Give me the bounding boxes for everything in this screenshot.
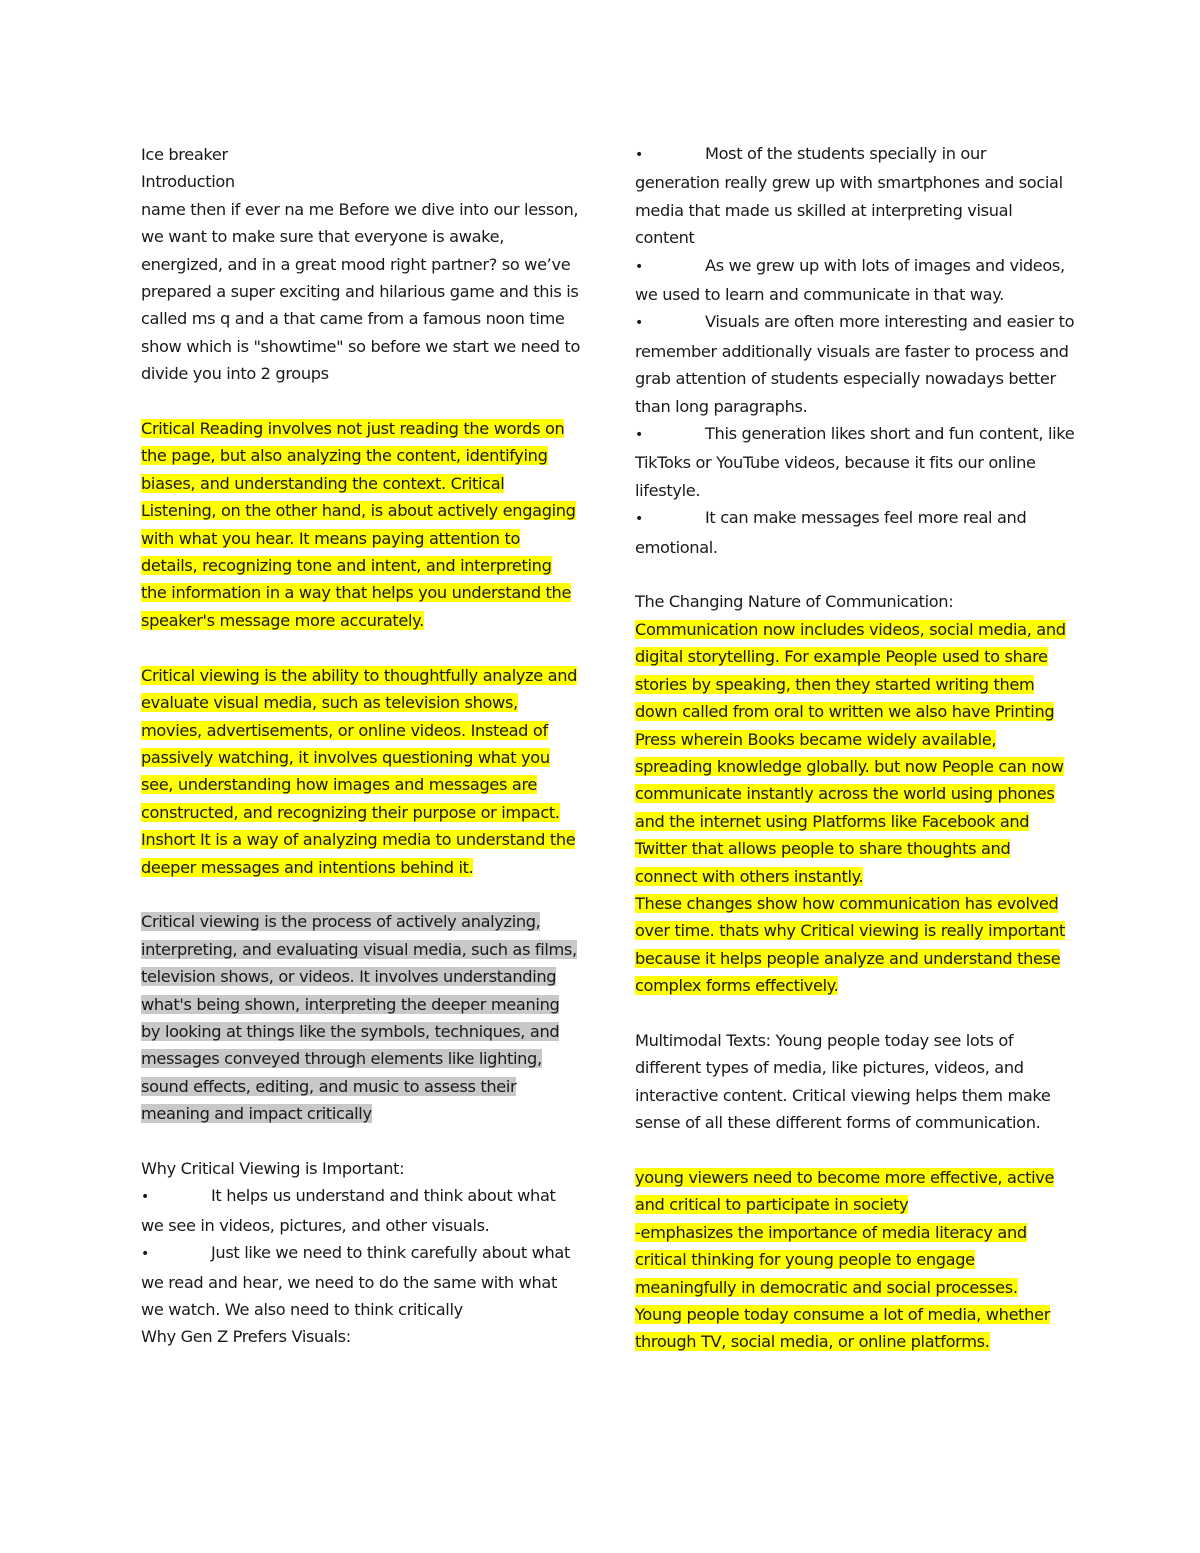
genz-heading: Why Gen Z Prefers Visuals:: [141, 1327, 351, 1347]
changing-nature-paragraph: Communication now includes videos, social media, and digital storytelling. For example People used to share stories by speaking, then they started writing them down called from oral to written we also have Printing Press wherein Books became widely available, spreading knowledge globally. but now People can now communicate instantly across the world using phones and the internet using Platforms like Facebook and Twitter that allows people to share thoughts and connect with others instantly.: [635, 619, 1066, 886]
media-literacy-paragraph: -emphasizes the importance of media literacy and critical thinking for young people to engage meaningfully in democratic and social processes.: [635, 1222, 1027, 1297]
list-item: • Just like we need to think carefully about what we read and hear, we need to do the same with what we watch. We also need to think critically: [141, 1243, 571, 1319]
intro-paragraph: name then if ever na me Before we dive into our lesson, we want to make sure that everyone is awake, energized, and in a great mood right partner? so we’ve prepared a super exciting and hilarious game and this is called ms q and a that came from a famous noon time show which is "showtime" so before we start we need to divide you into 2 groups: [141, 199, 581, 384]
list-item: • It can make messages feel more real and emotional.: [635, 508, 1027, 557]
bullet-icon: •: [635, 315, 643, 332]
critical-viewing-paragraph: Critical viewing is the ability to thoughtfully analyze and evaluate visual media, such as television shows, movies, advertisements, or online videos. Instead of passively watching, it involves questioning what you see, understanding how images and messages are constructed, and recognizing their purpose or impact. Inshort It is a way of analyzing media to understand the deeper messages and intentions behind it.: [141, 665, 578, 877]
bullet-icon: •: [141, 1189, 149, 1206]
changing-nature-heading: The Changing Nature of Communication:: [635, 592, 954, 612]
ice-breaker-heading: Ice breaker: [141, 145, 228, 164]
multimodal-paragraph: Multimodal Texts: Young people today see lots of different types of media, like pictures, videos, and interactive content. Critical viewing helps them make sense of all these different forms of communication.: [635, 1030, 1051, 1133]
media-consumption-paragraph: Young people today consume a lot of media, whether through TV, social media, or online platforms.: [635, 1305, 1050, 1352]
changes-paragraph: These changes show how communication has evolved over time. thats why Critical viewing is really important because it helps people analyze and understand these complex forms effectively.: [635, 893, 1065, 996]
why-critical-viewing-heading: Why Critical Viewing is Important:: [141, 1158, 405, 1178]
list-item: • Most of the students specially in our generation really grew up with smartphones and social media that made us skilled at interpreting visual content: [635, 144, 1063, 248]
list-item: • This generation likes short and fun content, like TikToks or YouTube videos, because it fits our online lifestyle.: [635, 424, 1075, 500]
bullet-icon: •: [635, 427, 643, 444]
bullet-icon: •: [141, 1246, 149, 1263]
young-viewers-paragraph: young viewers need to become more effective, active and critical to participate in society: [635, 1167, 1055, 1215]
critical-viewing-definition-paragraph: Critical viewing is the process of actively analyzing, interpreting, and evaluating visual media, such as films, television shows, or videos. It involves understanding what's being shown, interpreting the deeper meaning by looking at things like the symbols, techniques, and messages conveyed through elements like lighting, sound effects, editing, and music to assess their meaning and impact critically: [141, 912, 577, 1124]
left-column: [141, 141, 581, 1351]
bullet-icon: •: [635, 258, 643, 275]
introduction-heading: Introduction: [141, 172, 235, 192]
list-item: • It helps us understand and think about what we see in videos, pictures, and other visuals.: [141, 1186, 556, 1235]
bullet-icon: •: [635, 511, 643, 528]
list-item: • Visuals are often more interesting and easier to remember additionally visuals are faster to process and grab attention of students especially nowadays better than long paragraphs.: [635, 312, 1075, 416]
right-column: [635, 140, 1075, 1356]
critical-reading-paragraph: Critical Reading involves not just reading the words on the page, but also analyzing the content, identifying biases, and understanding the context. Critical Listening, on the other hand, is about actively engaging with what you hear. It means paying attention to details, recognizing tone and intent, and interpreting the information in a way that helps you understand the speaker's message more accurately.: [141, 419, 576, 630]
list-item: • As we grew up with lots of images and videos, we used to learn and communicate in that way.: [635, 255, 1065, 305]
bullet-icon: •: [635, 147, 643, 163]
